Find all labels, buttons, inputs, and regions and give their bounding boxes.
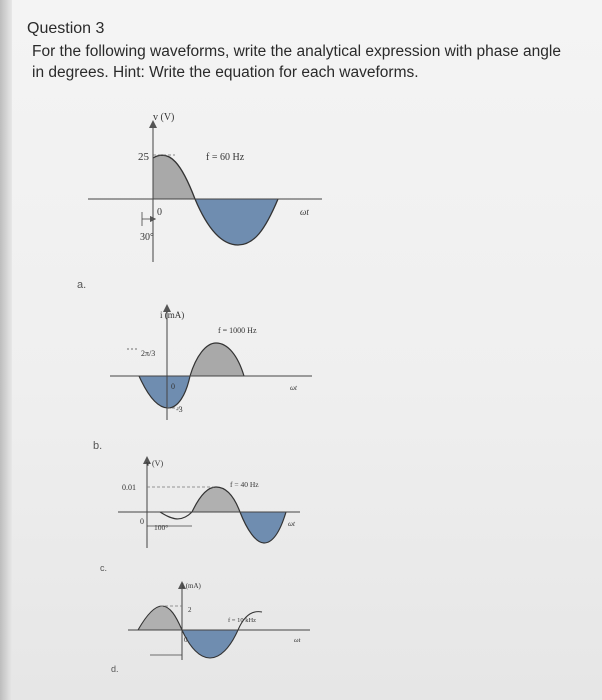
fig-b-freq-label: f = 1000 Hz xyxy=(218,326,257,335)
fig-d-freq-label: f = 10 kHz xyxy=(228,617,257,624)
fig-b-min-label: -3 xyxy=(176,405,183,414)
fig-a-freq-label: f = 60 Hz xyxy=(206,152,245,163)
fig-a-peak-label: 25 xyxy=(138,151,149,163)
question-title: Question 3 xyxy=(27,20,105,37)
item-label-b: b. xyxy=(93,440,103,452)
fig-c-axis-label: v (V) xyxy=(146,459,164,468)
item-label-a: a. xyxy=(77,279,87,291)
fig-c-origin-label: 0 xyxy=(140,517,144,526)
item-label-c: c. xyxy=(100,563,108,573)
question-text: For the following waveforms, write the analytical expression with phase angle in degrees. Hint: Write the equation for each waveforms. xyxy=(32,43,561,81)
fig-c-freq-label: f = 40 Hz xyxy=(230,480,259,489)
fig-b-phase-label: 2π/3 xyxy=(141,349,156,358)
fig-c-peak-label: 0.01 xyxy=(122,483,136,492)
fig-d-xaxis-label: ωt xyxy=(294,637,301,644)
fig-b-xaxis-label: ωt xyxy=(290,384,297,392)
figure-a xyxy=(88,112,322,262)
fig-b-origin-label: 0 xyxy=(171,382,175,391)
fig-d-origin-label: 0 xyxy=(184,636,188,644)
item-label-d: d. xyxy=(111,664,119,674)
fig-d-axis-label: i (mA) xyxy=(182,582,201,590)
fig-a-xaxis-label: ωt xyxy=(300,207,309,217)
fig-a-phase-label: 30° xyxy=(140,232,154,243)
fig-c-xaxis-label: ωt xyxy=(288,520,295,528)
fig-c-phase-label: 100° xyxy=(154,523,169,532)
fig-d-peak-label: 2 xyxy=(188,606,192,614)
fig-b-axis-label: i (mA) xyxy=(160,310,185,320)
fig-a-axis-label: v (V) xyxy=(153,112,175,123)
figure-d xyxy=(128,582,310,660)
figure-b xyxy=(110,308,312,420)
figure-c xyxy=(118,459,300,548)
fig-a-origin-label: 0 xyxy=(157,207,162,218)
